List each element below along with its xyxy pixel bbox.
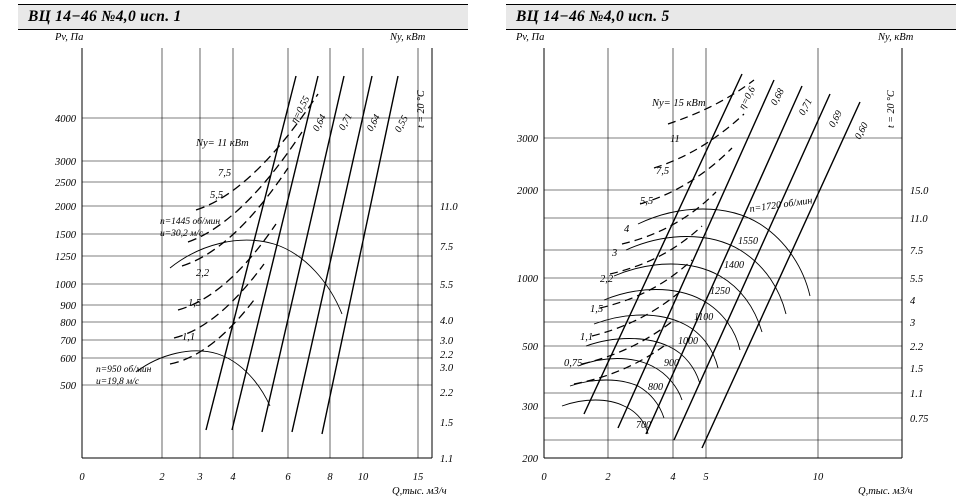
x-tick-left: 4 [230,472,236,483]
x-tick-right: 5 [703,472,709,483]
y-tick-right: 500 [522,342,538,353]
plot-area-right [488,28,976,502]
y-tick-right: 2000 [517,186,538,197]
y2-tick-right: 3 [910,318,916,329]
power-label-left: 1,1 [182,332,196,343]
power-legend-left: Ny= 11 кВт [196,138,249,149]
speed-note-left: n=1445 об/мин [160,217,221,227]
y2-tick-left: 1.1 [440,454,454,465]
efficiency-label-left: 0,64 [310,112,329,134]
speed-label-right: 1100 [694,312,714,323]
x-tick-right: 4 [670,472,676,483]
power-label-right: 4 [624,224,630,235]
power-legend-right: Ny= 15 кВт [652,98,706,109]
y2-tick-left: 7.5 [440,242,454,253]
power-label-right: 7,5 [656,166,670,177]
y2-axis-label-right: Ny, кВт [878,32,914,43]
efficiency-label-right: η=0,6 [736,84,759,112]
speed-label-right: 1550 [738,236,758,247]
y2-tick-left: 2.2 [440,388,454,399]
speed-note-left: u=30,2 м/с [160,229,204,239]
y2-tick-right: 0.75 [910,414,929,425]
speed-note-left: u=19,8 м/с [96,377,140,387]
y-tick-left: 3000 [55,157,76,168]
x-tick-left: 8 [327,472,333,483]
power-label-right: 5,5 [640,196,654,207]
x-axis-label-right: Q,тыс. м3/ч [858,486,913,497]
chart-svg-left [0,28,488,502]
page-title-right: ВЦ 14−46 №4,0 исп. 5 [516,8,670,25]
x-tick-left: 2 [159,472,165,483]
x-tick-right: 2 [605,472,611,483]
y2-axis-label-left: Ny, кВт [390,32,426,43]
speed-label-right: 800 [648,382,663,393]
y2-tick-left: 4.0 [440,316,454,327]
power-label-right: 1,1 [580,332,594,343]
power-label-right: 11 [670,134,680,145]
y2-tick-left: 1.5 [440,418,454,429]
y2-tick-right: 4 [910,296,916,307]
power-label-left: 2,2 [196,268,210,279]
y2-tick-right: 7.5 [910,246,924,257]
y-tick-right: 200 [522,454,538,465]
y2-tick-right: 11.0 [910,214,928,225]
efficiency-label-left: 0,64 [364,112,383,134]
chart-svg-right [488,28,976,502]
y2-tick-left: 3.0 [440,336,454,347]
y-tick-left: 600 [60,354,76,365]
y2-tick-right: 1.5 [910,364,924,375]
x-axis-label-left: Q,тыс. м3/ч [392,486,447,497]
y-tick-left: 700 [60,336,76,347]
y-tick-left: 2000 [55,202,76,213]
x-tick-right: 0 [541,472,547,483]
speed-label-right: n=1720 об/мин [748,195,814,215]
y2-tick-right: 2.2 [910,342,924,353]
y2-tick-left: 2.2 [440,350,454,361]
power-label-left: 7,5 [218,168,232,179]
y-tick-left: 1500 [55,230,76,241]
y-tick-left: 4000 [55,114,76,125]
power-label-right: 3 [612,248,618,259]
y-axis-label-left: Pv, Па [55,32,84,43]
efficiency-label-right: 0,71 [796,96,815,118]
panel-title-bar-right [506,4,956,30]
y2-tick-left: 11.0 [440,202,458,213]
x-tick-left: 3 [197,472,203,483]
y2-tick-right: 15.0 [910,186,929,197]
y-tick-right: 1000 [517,274,538,285]
power-label-left: 1,5 [188,298,202,309]
y-axis-label-right: Pv, Па [516,32,545,43]
y2-tick-right: 1.1 [910,389,924,400]
temperature-annotation-right: t = 20 °C [886,90,897,128]
x-tick-left: 15 [412,472,424,483]
page-title-left: ВЦ 14−46 №4,0 исп. 1 [28,8,182,25]
chart-panel-right [488,0,976,502]
y-tick-left: 900 [60,301,76,312]
power-label-left: 5,5 [210,190,224,201]
y2-tick-left: 5.5 [440,280,454,291]
speed-label-right: 700 [636,420,651,431]
efficiency-label-left: 0,71 [336,111,355,133]
speed-label-right: 1000 [678,336,698,347]
y2-tick-left: 3.0 [440,363,454,374]
power-label-right: 0,75 [564,358,583,369]
speed-label-right: 1250 [710,286,730,297]
y-tick-right: 3000 [517,134,538,145]
y-tick-left: 1250 [55,252,76,263]
temperature-annotation-left: t = 20 °C [416,90,427,128]
plot-area-left [0,28,488,502]
x-tick-left: 10 [357,472,369,483]
y-tick-left: 800 [60,318,76,329]
x-tick-left: 6 [285,472,291,483]
y-tick-right: 300 [522,402,538,413]
efficiency-label-left: η=0,55 [288,94,313,126]
power-label-right: 2,2 [600,274,614,285]
y-tick-left: 1000 [55,280,76,291]
y2-tick-right: 5.5 [910,274,924,285]
panel-title-bar-left [18,4,468,30]
efficiency-label-right: 0,60 [852,120,871,142]
speed-label-right: 1400 [724,260,744,271]
efficiency-label-right: 0,68 [768,86,787,108]
speed-note-left: n=950 об/мин [96,365,152,375]
efficiency-label-right: 0,69 [826,108,845,130]
efficiency-label-left: 0,55 [392,113,411,135]
power-label-right: 1,5 [590,304,604,315]
x-tick-left: 0 [79,472,85,483]
speed-label-right: 900 [664,358,679,369]
y-tick-left: 500 [60,381,76,392]
y-tick-left: 2500 [55,178,76,189]
x-tick-right: 10 [812,472,824,483]
